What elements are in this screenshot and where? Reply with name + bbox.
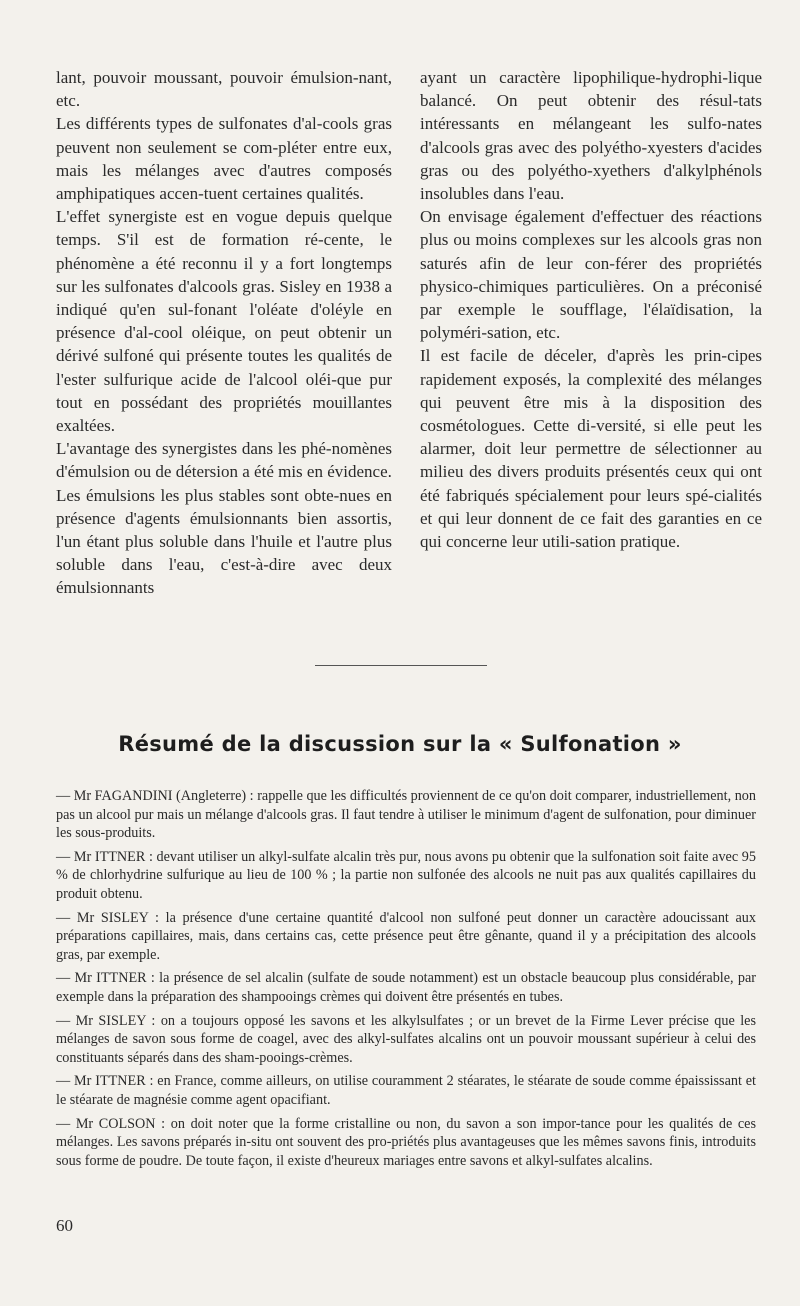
left-paragraph-3: L'effet synergiste est en vogue depuis quelque temps. S'il est de formation ré-cente, le phénomène a été reconnu il y a fort longtemps sur les sulfonates d'alcools gras. Sisley en 1938 a indiqué qu'en sul-fonant l'oléate d'oléyle en présence d'al-cool oléique, on peut obtenir un dérivé sulfoné qui présente toutes les qualités de l'ester sulfurique acide de l'alcool oléi-que pur tout en possédant des propriétés mouillantes exaltées. — [56, 207, 392, 436]
page-number: 60 — [56, 1216, 73, 1235]
discussion-entry-5: — Mr SISLEY : on a toujours opposé les savons et les alkylsulfates ; or un brevet de la Firme Lever précise que les mélanges de savon sous forme de coagel, avec des alkyl-sulfates alcalins ont un pouvoir moussant supérieur à celui des constituants séparés dans des sham-pooings-crèmes. — [56, 1012, 756, 1066]
left-paragraph-5: Les émulsions les plus stables sont obte-nues en présence d'agents émulsionnants bien assortis, l'un étant plus soluble dans l'huile et l'autre plus soluble dans l'eau, c'est-à-dire avec deux émulsionnants — [56, 485, 392, 598]
discussion-entry-3: — Mr SISLEY : la présence d'une certaine quantité d'alcool non sulfoné peut donner un caractère adoucissant aux préparations capillaires, mais, dans certains cas, cette présence peut être gênante, quand il y a précipitation des alcools gras, par exemple. — [56, 909, 756, 963]
section-divider — [315, 665, 487, 666]
discussion-entry-6: — Mr ITTNER : en France, comme ailleurs, on utilise couramment 2 stéarates, le stéarate de soude comme épaississant et le stéarate de magnésie comme agent opacifiant. — [56, 1073, 756, 1108]
right-column — [420, 66, 762, 553]
left-paragraph-1: lant, pouvoir moussant, pouvoir émulsion-nant, etc. — [56, 68, 392, 111]
discussion-entry-4: — Mr ITTNER : la présence de sel alcalin (sulfate de soude notamment) est un obstacle beaucoup plus considérable, par exemple dans la préparation des shampooings crèmes qui doivent être présentés en tubes. — [56, 970, 756, 1005]
discussion-entry-2: — Mr ITTNER : devant utiliser un alkyl-sulfate alcalin très pur, nous avons pu obtenir que la sulfonation soit faite avec 95 % de chlorhydrine sulfurique au lieu de 100 % ; la partie non sulfonée des alcools ne nuit pas aux qualités capillaires du produit obtenu. — [56, 848, 756, 902]
discussion-section — [56, 787, 756, 1175]
left-paragraph-4: L'avantage des synergistes dans les phé-nomènes d'émulsion ou de détersion a été mis en évidence. — [56, 439, 392, 482]
right-paragraph-3: Il est facile de déceler, d'après les prin-cipes rapidement exposés, la complexité des mélanges qui peuvent être mis à la disposition des cosmétologues. Cette di-versité, si elle peut les alarmer, doit leur permettre de sélectionner au milieu des divers produits présentés ceux qui ont été fabriqués spécialement pour leurs spé-cialités et qui leur donnent de ce fait des garanties en ce qui concerne leur utili-sation pratique. — [420, 346, 762, 552]
right-paragraph-2: On envisage également d'effectuer des réactions plus ou moins complexes sur les alcools gras non saturés afin de leur con-férer des propriétés physico-chimiques particulières. On a préconisé par exemple le soufflage, l'élaïdisation, la polyméri-sation, etc. — [420, 207, 762, 343]
discussion-entry-1: — Mr FAGANDINI (Angleterre) : rappelle que les difficultés proviennent de ce qu'on doit comparer, industriellement, non pas un alcool pur mais un mélange d'alcools gras. Il faut tendre à utiliser le minimum d'agent de sulfonation, pour diminuer les sous-produits. — [56, 788, 756, 842]
left-paragraph-2: Les différents types de sulfonates d'al-cools gras peuvent non seulement se com-pléter entre eux, mais les mélanges avec d'autres composés amphipatiques accen-tuent certaines qualités. — [56, 114, 392, 204]
discussion-entry-7: — Mr COLSON : on doit noter que la forme cristalline ou non, du savon a son impor-tance pour les qualités de ces mélanges. Les savons préparés in-situ ont souvent des pro-priétés plus avantageuses que les mêmes savons finis, introduits sous forme de poudre. De toute façon, il existe d'heureux mariages entre savons et alkyl-sulfates alcalins. — [56, 1115, 756, 1169]
right-paragraph-1: ayant un caractère lipophilique-hydrophi-lique balancé. On peut obtenir des résul-tats intéressants en mélangeant les sulfo-nates d'alcools gras avec des polyétho-xyesters d'acides gras ou des polyétho-xyethers d'alkylphénols insolubles dans l'eau. — [420, 68, 762, 204]
left-column — [56, 66, 392, 600]
section-title: Résumé de la discussion sur la « Sulfonation » — [118, 732, 682, 756]
